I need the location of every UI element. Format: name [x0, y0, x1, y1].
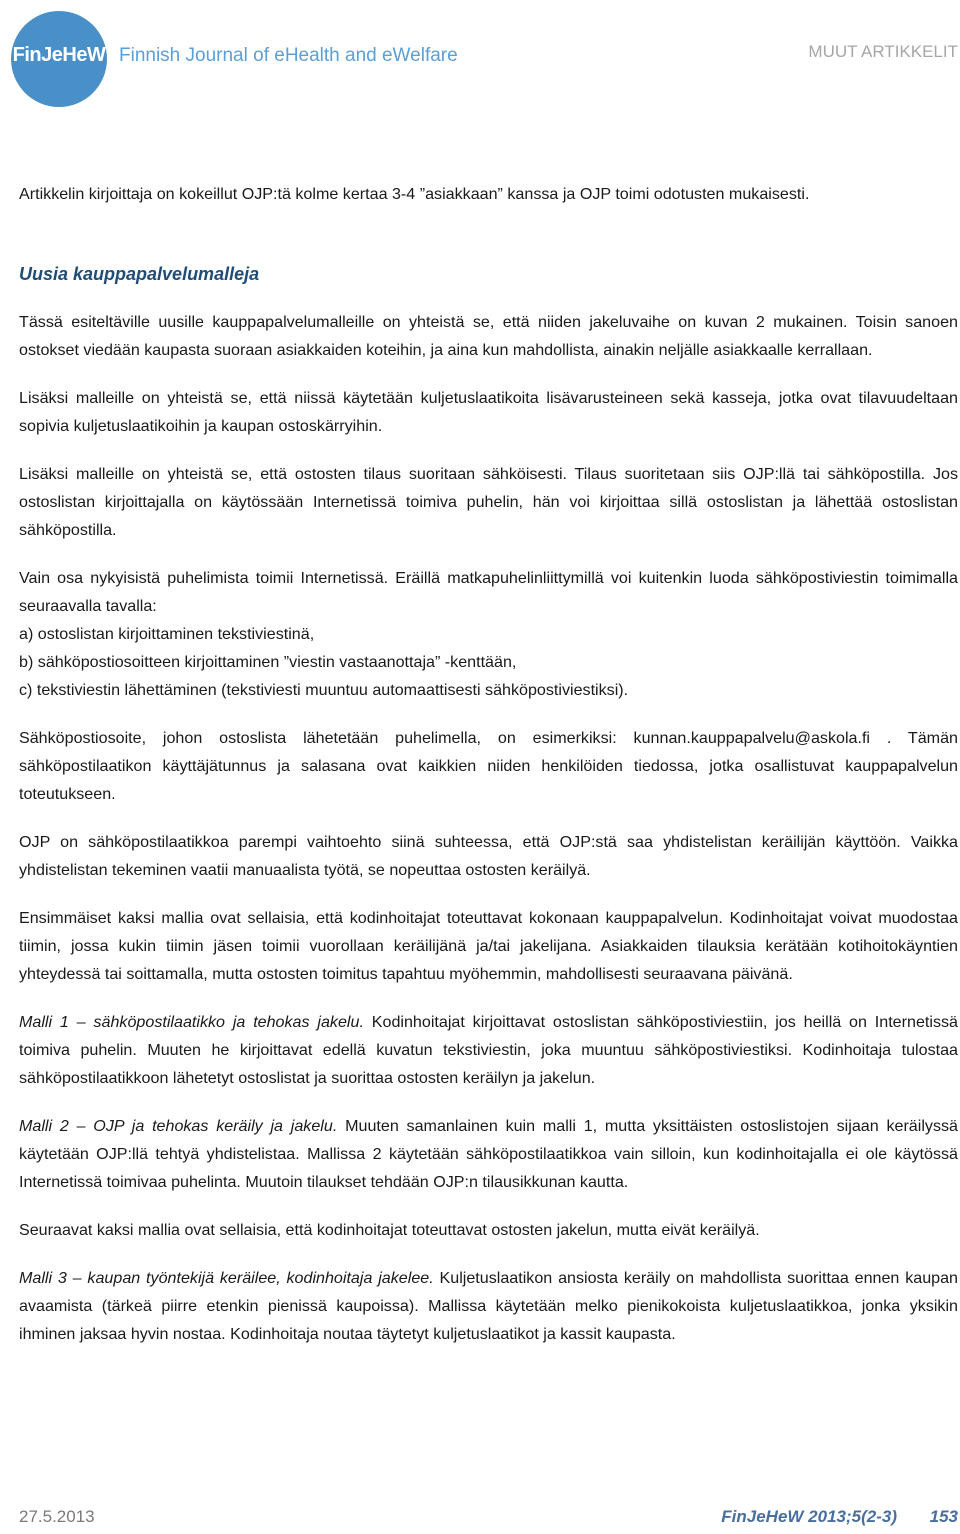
- model-3-text: Kuljetuslaatikon ansiosta keräily on mahdollista suorittaa ennen kaupan avaamista (tärkeä piirre etenkin pienissä kaupoissa). Mallissa käytetään melko pienikokoista kuljetuslaatikkoa, jonka yksikin ihminen jaksaa hyvin nostaa. Kodinhoitaja noutaa täytetyt kuljetuslaatikot ja kassit kaupasta.: [19, 1269, 959, 1343]
- paragraph-3: Lisäksi malleille on yhteistä se, että ostosten tilaus suoritaan sähköisesti. Tilaus suoritetaan siis OJP:llä tai sähköpostilla. Jos ostoslistan kirjoittajalla on käytössään Internetissä toimiva puhelin, hän voi kirjoittaa sillä ostoslistan ja lähettää ostoslistan sähköpostilla.: [19, 465, 958, 539]
- page-number: 153: [929, 1507, 958, 1526]
- journal-name: Finnish Journal of eHealth and eWelfare: [119, 45, 458, 66]
- paragraph-5: Sähköpostiosoite, johon ostoslista lähetetään puhelimella, on esimerkiksi: kunnan.kauppapalvelu@askola.fi . Tämän sähköpostilaatikon käyttäjätunnus ja salasana ovat kaikkien niiden henkilöiden tiedossa, jotka osallistuvat kauppapalvelun toteutukseen.: [19, 729, 958, 803]
- paragraph-4: Vain osa nykyisistä puhelimista toimii Internetissä. Eräillä matkapuhelinliittymillä voi kuitenkin luoda sähköpostiviestin toimimalla seuraavalla tavalla:: [19, 569, 958, 615]
- list-item-b: b) sähköpostiosoitteen kirjoittaminen ”viestin vastaanottaja” -kenttään,: [19, 653, 517, 671]
- paragraph-model-3: [19, 1264, 958, 1348]
- paragraph-6: OJP on sähköpostilaatikkoa parempi vaihtoehto siinä suhteessa, että OJP:stä saa yhdistelistan keräilijän käyttöön. Vaikka yhdistelistan tekeminen vaatii manuaalista työtä, se nopeuttaa ostosten keräilyä.: [19, 833, 958, 879]
- model-3-title: Malli 3 – kaupan työntekijä keräilee, kodinhoitaja jakelee.: [19, 1269, 434, 1287]
- page-header: [0, 0, 960, 110]
- paragraph-1: Tässä esiteltäville uusille kauppapalvelumalleille on yhteistä se, että niiden jakeluvaihe on kuvan 2 mukainen. Toisin sanoen ostokset viedään kaupasta suoraan asiakkaiden koteihin, ja aina kun mahdollista, ainakin neljälle asiakkaalle kerrallaan.: [19, 313, 958, 359]
- model-1-title: Malli 1 – sähköpostilaatikko ja tehokas jakelu.: [19, 1013, 364, 1031]
- article-body: [19, 180, 958, 1348]
- section-label: MUUT ARTIKKELIT: [808, 42, 958, 61]
- model-1-text: Kodinhoitajat kirjoittavat ostoslistan sähköpostiviestiin, jos heillä on Internetissä toimiva puhelin. Muuten he kirjoittavat edellä kuvatun tekstiviestin, joka muuntuu sähköpostiviestiksi. Kodinhoitaja tulostaa sähköpostilaatikkoon lähetetyt ostoslistat ja suorittaa ostosten keräilyn ja jakelun.: [19, 1013, 958, 1087]
- journal-logo: [11, 11, 107, 107]
- paragraph-model-2: [19, 1112, 958, 1196]
- paragraph-7: Ensimmäiset kaksi mallia ovat sellaisia, että kodinhoitajat toteuttavat kokonaan kauppapalvelun. Kodinhoitajat voivat muodostaa tiimin, jossa kukin tiimin jäsen toimii vuorollaan keräilijänä ja/tai jakelijana. Asiakkaiden tilauksia kerätään kotihoitokäyntien yhteydessä tai soittamalla, mutta ostosten toimitus tapahtuu myöhemmin, mahdollisesti seuraavana päivänä.: [19, 909, 958, 983]
- footer-date: 27.5.2013: [19, 1507, 95, 1526]
- logo-text: FinJeHeW: [12, 44, 106, 66]
- model-2-text: Muuten samanlainen kuin malli 1, mutta yksittäisten ostoslistojen sijaan keräilyssä käytetään OJP:llä tehtyä yhdistelistaa. Mallissa 2 käytetään sähköpostilaatikkoa vain silloin, kun kodinhoitajalla ei ole käytössä Internetissä toimivaa puhelinta. Muutoin tilaukset tehdään OJP:n tilausikkunan kautta.: [19, 1117, 959, 1191]
- section-heading: Uusia kauppapalvelumalleja: [19, 264, 260, 284]
- list-item-c: c) tekstiviestin lähettäminen (tekstiviesti muuntuu automaattisesti sähköpostiviestiksi).: [19, 681, 629, 699]
- paragraph-10: Seuraavat kaksi mallia ovat sellaisia, että kodinhoitajat toteuttavat ostosten jakelun, mutta eivät keräilyä.: [19, 1221, 760, 1239]
- model-2-title: Malli 2 – OJP ja tehokas keräily ja jakelu.: [19, 1117, 338, 1135]
- paragraph-intro: Artikkelin kirjoittaja on kokeillut OJP:tä kolme kertaa 3-4 ”asiakkaan” kanssa ja OJP toimi odotusten mukaisesti.: [19, 185, 810, 203]
- list-item-a: a) ostoslistan kirjoittaminen tekstiviestinä,: [19, 625, 315, 643]
- paragraph-model-1: [19, 1008, 958, 1092]
- footer-journal-ref: FinJeHeW 2013;5(2-3): [721, 1507, 897, 1526]
- paragraph-2: Lisäksi malleille on yhteistä se, että niissä käytetään kuljetuslaatikoita lisävarusteineen sekä kasseja, jotka ovat tilavuudeltaan sopivia kuljetuslaatikoihin ja kaupan ostoskärryihin.: [19, 389, 958, 435]
